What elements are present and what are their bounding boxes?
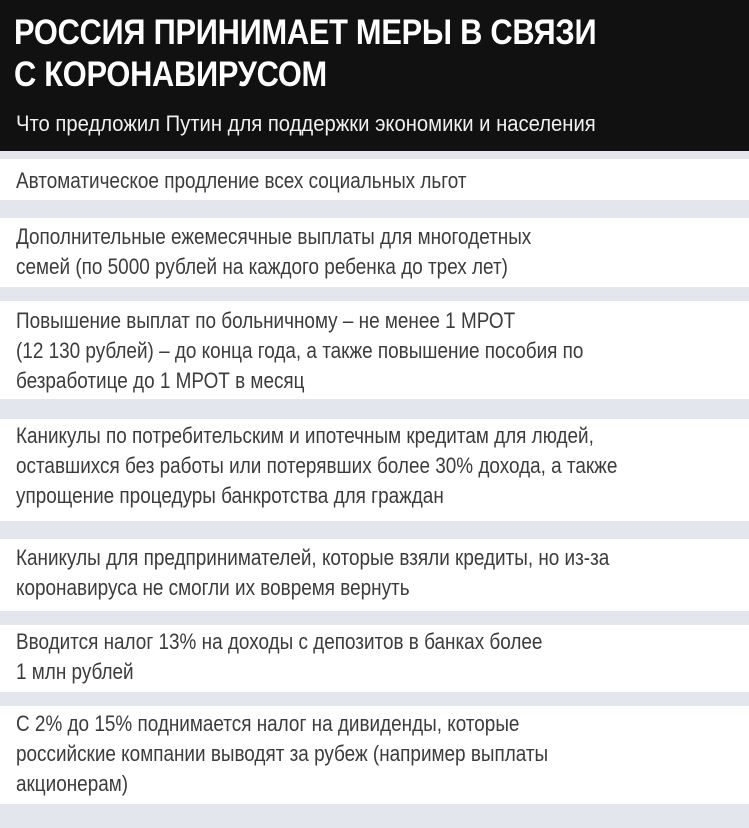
list-item-text: С 2% до 15% поднимается налог на дивиденды, которые российские компании выводят за рубеж (например выплаты акционерам) — [16, 711, 549, 796]
list-item — [0, 218, 749, 287]
header-banner — [0, 0, 749, 151]
list-item-text: Каникулы для предпринимателей, которые взяли кредиты, но из-за коронавируса не смогли их вовремя вернуть — [16, 545, 610, 600]
list-item — [0, 159, 749, 200]
list-item — [0, 539, 749, 611]
subtitle: Что предложил Путин для поддержки экономики и населения — [16, 111, 596, 136]
list-item-text: Вводится налог 13% на доходы с депозитов в банках более 1 млн рублей — [16, 629, 543, 684]
page-title — [14, 12, 648, 96]
list-item-text: Автоматическое продление всех социальных льгот — [16, 168, 467, 193]
title-line-1: РОССИЯ ПРИНИМАЕТ МЕРЫ В СВЯЗИ — [14, 13, 597, 52]
measures-list — [0, 151, 749, 828]
list-item — [0, 706, 749, 804]
separator — [0, 200, 749, 218]
title-line-2: С КОРОНАВИРУСОМ — [14, 55, 327, 94]
separator — [0, 151, 749, 159]
separator — [0, 692, 749, 706]
list-item-text: Дополнительные ежемесячные выплаты для многодетных семей (по 5000 рублей на каждого ребенка до трех лет) — [16, 224, 532, 279]
separator — [0, 521, 749, 539]
separator — [0, 611, 749, 625]
list-item-text: Каникулы по потребительским и ипотечным кредитам для людей, оставшихся без работы или потерявших более 30% дохода, а также упрощение процедуры банкротства для граждан — [16, 423, 618, 508]
list-item — [0, 419, 749, 521]
separator — [0, 399, 749, 419]
separator — [0, 804, 749, 828]
separator — [0, 287, 749, 301]
list-item — [0, 625, 749, 692]
list-item — [0, 301, 749, 399]
list-item-text: Повышение выплат по больничному – не менее 1 МРОТ (12 130 рублей) – до конца года, а также повышение пособия по безработице до 1 МРОТ в месяц — [16, 308, 584, 393]
